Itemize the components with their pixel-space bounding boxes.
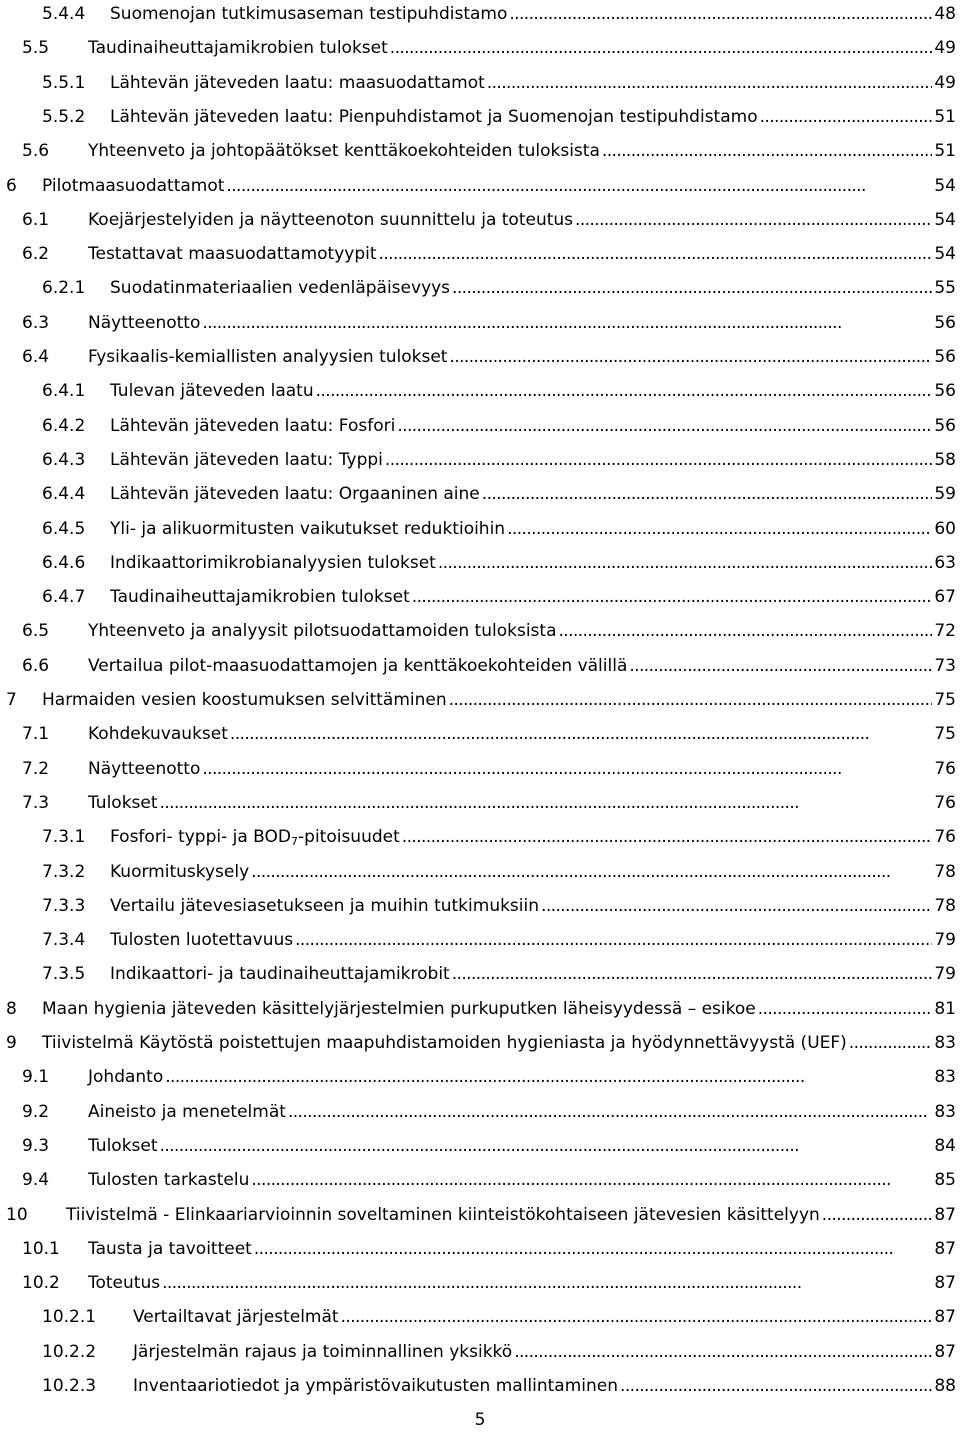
toc-entry-title-text: Vertailu jätevesiasetukseen ja muihin tutkimuksiin <box>110 895 540 916</box>
toc-entry-number: 9.1 <box>22 1067 50 1088</box>
toc-entry-title-text: Inventaariotiedot ja ympäristövaikutusten mallintaminen <box>133 1376 619 1396</box>
toc-entry[interactable] <box>42 379 956 403</box>
toc-entry[interactable] <box>22 654 956 678</box>
toc-entry[interactable] <box>22 1065 956 1089</box>
toc-entry-title <box>133 1305 339 1329</box>
toc-entry[interactable] <box>42 105 956 129</box>
toc-entry-title <box>110 928 293 952</box>
toc-entry[interactable] <box>6 688 956 712</box>
toc-entry-title <box>88 1237 252 1261</box>
toc-dot-leader <box>509 2 932 26</box>
toc-entry[interactable] <box>22 208 956 232</box>
toc-entry-page: 87 <box>934 1307 956 1328</box>
toc-entry-title-text: Fosfori- typpi- ja BOD <box>110 827 292 848</box>
toc-entry-page: 78 <box>934 895 956 916</box>
toc-entry-title-text: Kohdekuvaukset <box>88 724 228 745</box>
toc-dot-leader <box>758 997 933 1021</box>
toc-entry-page: 56 <box>934 312 956 333</box>
toc-entry-number: 6.4.7 <box>42 587 86 608</box>
toc-entry-number: 6.2.1 <box>42 278 86 299</box>
toc-entry-number: 5.6 <box>22 141 50 162</box>
toc-entry-page: 79 <box>934 930 956 951</box>
toc-entry-title <box>110 448 383 472</box>
toc-entry[interactable] <box>42 894 956 918</box>
toc-entry-title <box>110 962 450 986</box>
toc-entry-title-text: Vertailtavat järjestelmät <box>133 1307 339 1328</box>
toc-entry[interactable] <box>6 997 956 1021</box>
toc-dot-leader <box>288 1100 932 1124</box>
toc-dot-leader <box>254 1237 933 1261</box>
toc-dot-leader <box>379 242 933 266</box>
toc-entry-title <box>133 1374 618 1398</box>
toc-entry[interactable] <box>22 1134 956 1158</box>
page-number: 5 <box>474 1410 486 1430</box>
toc-entry-number: 9.4 <box>22 1170 50 1191</box>
toc-dot-leader <box>295 928 932 952</box>
toc-entry-title-text: Lähtevän jäteveden laatu: Typpi <box>110 449 383 470</box>
toc-dot-leader <box>822 1203 933 1227</box>
toc-entry-number: 10.2.1 <box>42 1307 97 1328</box>
toc-entry-title <box>42 174 224 198</box>
toc-entry-title-text: Taudinaiheuttajamikrobien tulokset <box>110 587 410 608</box>
toc-entry-page: 76 <box>934 792 956 813</box>
toc-entry-number: 6.1 <box>22 209 50 230</box>
toc-entry-title-text: Koejärjestelyiden ja näytteenoton suunnittelu ja toteutus <box>88 209 574 230</box>
toc-dot-leader <box>482 482 933 506</box>
toc-entry-number: 10.2.3 <box>42 1376 97 1396</box>
toc-entry-title <box>110 414 395 438</box>
toc-entry-number: 10.2.2 <box>42 1341 97 1362</box>
toc-entry-title-text: Kuormituskysely <box>110 861 250 882</box>
toc-entry-number: 7.2 <box>22 758 50 779</box>
toc-entry-title <box>88 208 573 232</box>
toc-entry-title-text: Näytteenotto <box>88 758 201 779</box>
toc-entry-title-text: Tiivistelmä - Elinkaariarvioinnin soveltaminen kiinteistökohtaiseen jätevesien käsittelyyn <box>66 1204 820 1225</box>
toc-dot-leader <box>251 1168 932 1192</box>
toc-entry[interactable] <box>42 1340 956 1364</box>
toc-entry[interactable] <box>42 585 956 609</box>
toc-dot-leader <box>452 962 933 986</box>
toc-entry[interactable] <box>22 345 956 369</box>
toc-dot-leader <box>849 1031 933 1055</box>
toc-entry[interactable] <box>22 791 956 815</box>
toc-entry-number: 6.6 <box>22 655 50 676</box>
toc-dot-leader <box>559 619 933 643</box>
toc-entry-number: 7.3.4 <box>42 930 86 951</box>
toc-entry-number: 5.5 <box>22 38 50 59</box>
toc-entry-page: 87 <box>934 1273 956 1294</box>
toc-entry-title <box>42 997 756 1021</box>
toc-entry-title-text: Suodatinmateriaalien vedenläpäisevyys <box>110 278 451 299</box>
toc-dot-leader <box>514 1340 932 1364</box>
toc-entry-page: 56 <box>934 347 956 367</box>
toc-entry-title <box>88 1100 286 1124</box>
toc-dot-leader <box>160 1134 933 1158</box>
toc-entry-page: 84 <box>934 1135 956 1156</box>
toc-entry-number: 7.3.1 <box>42 827 86 848</box>
toc-dot-leader <box>760 105 933 129</box>
toc-entry-title <box>88 791 158 815</box>
toc-entry-title <box>110 860 249 884</box>
toc-dot-leader <box>412 585 933 609</box>
toc-entry-page: 88 <box>934 1376 956 1396</box>
toc-entry[interactable] <box>42 276 956 300</box>
toc-dot-leader <box>452 276 932 300</box>
toc-entry-title-text: Indikaattori- ja taudinaiheuttajamikrobit <box>110 964 450 985</box>
toc-dot-leader <box>575 208 932 232</box>
toc-entry-page: 73 <box>934 655 956 676</box>
toc-entry-title-text: Indikaattorimikrobianalyysien tulokset <box>110 552 436 573</box>
toc-entry-title <box>42 688 447 712</box>
toc-entry-title-text: Tulevan jäteveden laatu <box>110 381 314 402</box>
toc-entry-number: 9.2 <box>22 1101 50 1122</box>
toc-entry-page: 85 <box>934 1170 956 1191</box>
toc-entry-title <box>110 105 758 129</box>
toc-entry-number: 10.2 <box>22 1273 60 1294</box>
toc-entry-title-suffix: -pitoisuudet <box>298 827 400 848</box>
toc-entry-number: 5.5.1 <box>42 72 86 93</box>
toc-dot-leader <box>487 71 933 95</box>
toc-dot-leader <box>385 448 932 472</box>
toc-entry-title-subscript: 7 <box>291 835 299 849</box>
toc-entry-title <box>110 894 539 918</box>
toc-entry-page: 48 <box>934 4 956 24</box>
toc-entry[interactable] <box>22 757 956 781</box>
toc-entry-page: 51 <box>934 141 956 162</box>
toc-entry-page: 49 <box>934 72 956 93</box>
toc-entry-title <box>110 482 480 506</box>
toc-entry[interactable] <box>6 174 956 198</box>
toc-entry-page: 75 <box>934 724 956 745</box>
toc-entry-page: 58 <box>934 449 956 470</box>
toc-entry-title-text: Johdanto <box>88 1067 164 1088</box>
toc-entry[interactable] <box>42 860 956 884</box>
toc-entry-number: 9 <box>6 1033 17 1053</box>
toc-entry[interactable] <box>42 551 956 575</box>
toc-entry-number: 8 <box>6 998 17 1019</box>
toc-entry-title-text: Tulokset <box>88 792 158 813</box>
toc-entry-number: 10.1 <box>22 1238 60 1259</box>
toc-entry-page: 78 <box>934 861 956 882</box>
toc-entry-page: 49 <box>934 38 956 59</box>
toc-entry-page: 60 <box>934 518 956 539</box>
toc-dot-leader <box>390 36 933 60</box>
toc-entry-number: 6 <box>6 175 17 196</box>
toc-entry-title-text: Tiivistelmä Käytöstä poistettujen maapuhdistamoiden hygieniasta ja hyödynnettävyystä (UEF) <box>42 1033 847 1053</box>
toc-entry[interactable] <box>22 722 956 746</box>
toc-entry-number: 7.3.5 <box>42 964 86 985</box>
toc-entry-number: 7 <box>6 690 17 710</box>
toc-entry[interactable] <box>42 517 956 541</box>
toc-entry-title-text: Tulokset <box>88 1135 158 1156</box>
toc-entry-number: 6.3 <box>22 312 50 333</box>
toc-entry[interactable] <box>22 1100 956 1124</box>
toc-entry-number: 6.4.3 <box>42 449 86 470</box>
toc-entry-number: 5.4.4 <box>42 4 86 24</box>
toc-entry-title <box>110 585 410 609</box>
toc-dot-leader <box>165 1065 932 1089</box>
toc-entry-page: 67 <box>934 587 956 608</box>
toc-entry-title-text: Taudinaiheuttajamikrobien tulokset <box>88 38 388 59</box>
toc-entry-page: 83 <box>934 1067 956 1088</box>
toc-entry-title <box>88 1271 160 1295</box>
toc-entry[interactable] <box>42 414 956 438</box>
toc-entry-number: 6.2 <box>22 244 50 265</box>
toc-entry-number: 6.4.5 <box>42 518 86 539</box>
toc-entry-page: 87 <box>934 1204 956 1225</box>
toc-dot-leader <box>629 654 932 678</box>
toc-entry[interactable] <box>22 242 956 266</box>
toc-entry-number: 6.5 <box>22 621 50 642</box>
toc-entry-title-text: Lähtevän jäteveden laatu: Pienpuhdistamot ja Suomenojan testipuhdistamo <box>110 106 758 127</box>
toc-entry-title <box>88 722 228 746</box>
toc-entry-page: 56 <box>934 415 956 436</box>
toc-entry-title-text: Näytteenotto <box>88 312 201 333</box>
toc-dot-leader <box>397 414 932 438</box>
toc-dot-leader <box>251 860 932 884</box>
toc-entry-number: 10 <box>6 1204 28 1225</box>
toc-entry-title <box>110 379 314 403</box>
toc-entry-page: 54 <box>934 209 956 230</box>
toc-dot-leader <box>602 139 932 163</box>
toc-entry-title-text: Suomenojan tutkimusaseman testipuhdistamo <box>110 4 508 24</box>
toc-entry[interactable] <box>42 1374 956 1398</box>
toc-entry-page: 81 <box>934 998 956 1019</box>
toc-dot-leader <box>202 311 932 335</box>
toc-entry[interactable] <box>6 1203 956 1227</box>
toc-entry-title-text: Fysikaalis-kemiallisten analyysien tulokset <box>88 347 448 367</box>
toc-entry-page: 59 <box>934 484 956 505</box>
toc-entry[interactable] <box>42 482 956 506</box>
toc-entry-title <box>88 311 200 335</box>
toc-entry-title-text: Tausta ja tavoitteet <box>88 1238 252 1259</box>
toc-entry-page: 79 <box>934 964 956 985</box>
toc-entry-title <box>42 1031 847 1055</box>
toc-entry[interactable] <box>42 962 956 986</box>
toc-dot-leader <box>160 791 933 815</box>
toc-entry[interactable] <box>22 619 956 643</box>
toc-entry-page: 76 <box>934 758 956 779</box>
toc-entry-title <box>110 551 436 575</box>
toc-entry-title-text: Yli- ja alikuormitusten vaikutukset reduktioihin <box>110 518 506 539</box>
toc-dot-leader <box>449 345 932 369</box>
toc-entry-page: 83 <box>934 1033 956 1053</box>
toc-entry[interactable] <box>22 311 956 335</box>
toc-entry-title-text: Maan hygienia jäteveden käsittelyjärjestelmien purkuputken läheisyydessä – esikoe <box>42 998 756 1019</box>
toc-entry-page: 63 <box>934 552 956 573</box>
toc-entry-number: 6.4.2 <box>42 415 86 436</box>
toc-entry-title <box>66 1203 820 1227</box>
toc-entry-title-text: Tulosten tarkastelu <box>88 1170 250 1191</box>
toc-dot-leader <box>449 688 933 712</box>
toc-entry[interactable] <box>22 139 956 163</box>
toc-entry-number: 5.5.2 <box>42 106 86 127</box>
toc-entry-title <box>88 242 377 266</box>
toc-dot-leader <box>226 174 932 198</box>
toc-entry-title-text: Tulosten luotettavuus <box>110 930 294 951</box>
toc-entry-page: 76 <box>934 827 956 848</box>
toc-entry-number: 6.4.4 <box>42 484 86 505</box>
toc-entry-title-text: Lähtevän jäteveden laatu: Fosfori <box>110 415 396 436</box>
toc-entry-number: 6.4.1 <box>42 381 86 402</box>
toc-entry-title <box>88 1168 249 1192</box>
toc-entry[interactable] <box>42 448 956 472</box>
toc-entry[interactable] <box>42 928 956 952</box>
toc-entry[interactable] <box>22 1168 956 1192</box>
toc-entry[interactable] <box>42 71 956 95</box>
toc-entry-title-text: Lähtevän jäteveden laatu: Orgaaninen aine <box>110 484 480 505</box>
toc-entry-title <box>88 619 557 643</box>
toc-entry-page: 83 <box>934 1101 956 1122</box>
toc-entry[interactable] <box>22 1271 956 1295</box>
toc-dot-leader <box>438 551 933 575</box>
toc-entry-title-text: Lähtevän jäteveden laatu: maasuodattamot <box>110 72 485 93</box>
toc-entry-title <box>88 654 627 678</box>
toc-entry-number: 7.3.2 <box>42 861 86 882</box>
toc-entry-title <box>88 139 600 163</box>
toc-entry-title <box>110 2 507 26</box>
toc-entry-title-text: Toteutus <box>88 1273 161 1294</box>
toc-entry-page: 54 <box>934 175 956 196</box>
toc-entry-number: 6.4.6 <box>42 552 86 573</box>
toc-entry-title <box>133 1340 512 1364</box>
toc-entry-title-text: Testattavat maasuodattamotyypit <box>88 244 377 265</box>
toc-entry-title <box>88 345 447 369</box>
toc-entry-title-text: Vertailua pilot-maasuodattamojen ja kenttäkoekohteiden välillä <box>88 655 628 676</box>
toc-entry[interactable] <box>42 2 956 26</box>
toc-entry-title <box>88 36 388 60</box>
toc-dot-leader <box>316 379 933 403</box>
toc-entry[interactable] <box>42 825 956 849</box>
toc-entry[interactable] <box>6 1031 956 1055</box>
toc-entry-number: 9.3 <box>22 1135 50 1156</box>
toc-entry-number: 7.3.3 <box>42 895 86 916</box>
toc-dot-leader <box>341 1305 933 1329</box>
toc-entry-page: 56 <box>934 381 956 402</box>
toc-entry-title-text: Pilotmaasuodattamot <box>42 175 225 196</box>
toc-entry-page: 87 <box>934 1341 956 1362</box>
toc-dot-leader <box>402 825 933 849</box>
toc-entry-page: 75 <box>934 690 956 710</box>
toc-entry-number: 6.4 <box>22 347 50 367</box>
toc-dot-leader <box>202 757 932 781</box>
toc-entry-title <box>110 517 505 541</box>
toc-entry-page: 87 <box>934 1238 956 1259</box>
toc-entry-title <box>88 1065 163 1089</box>
toc-dot-leader <box>162 1271 932 1295</box>
toc-dot-leader <box>541 894 932 918</box>
toc-entry-number: 7.3 <box>22 792 50 813</box>
toc-entry-title-text: Yhteenveto ja analyysit pilotsuodattamoiden tuloksista <box>88 621 557 642</box>
toc-entry-page: 51 <box>934 106 956 127</box>
toc-entry-title <box>88 1134 158 1158</box>
toc-entry-page: 72 <box>934 621 956 642</box>
toc-dot-leader <box>620 1374 932 1398</box>
toc-entry-number: 7.1 <box>22 724 50 745</box>
toc-entry-title-text: Järjestelmän rajaus ja toiminnallinen yksikkö <box>133 1341 513 1362</box>
toc-entry-title <box>88 757 200 781</box>
toc-entry-page: 54 <box>934 244 956 265</box>
toc-entry-title <box>110 276 450 300</box>
toc-entry[interactable] <box>22 36 956 60</box>
toc-entry-page: 55 <box>934 278 956 299</box>
toc-entry-title-text: Harmaiden vesien koostumuksen selvittäminen <box>42 690 447 710</box>
toc-entry-title <box>110 71 485 95</box>
toc-entry-title-text: Yhteenveto ja johtopäätökset kenttäkoekohteiden tuloksista <box>88 141 600 162</box>
toc-entry[interactable] <box>42 1305 956 1329</box>
toc-entry[interactable] <box>22 1237 956 1261</box>
toc-entry-title-text: Aineisto ja menetelmät <box>88 1101 286 1122</box>
toc-entry-title <box>110 825 400 849</box>
toc-dot-leader <box>507 517 932 541</box>
toc-dot-leader <box>230 722 932 746</box>
